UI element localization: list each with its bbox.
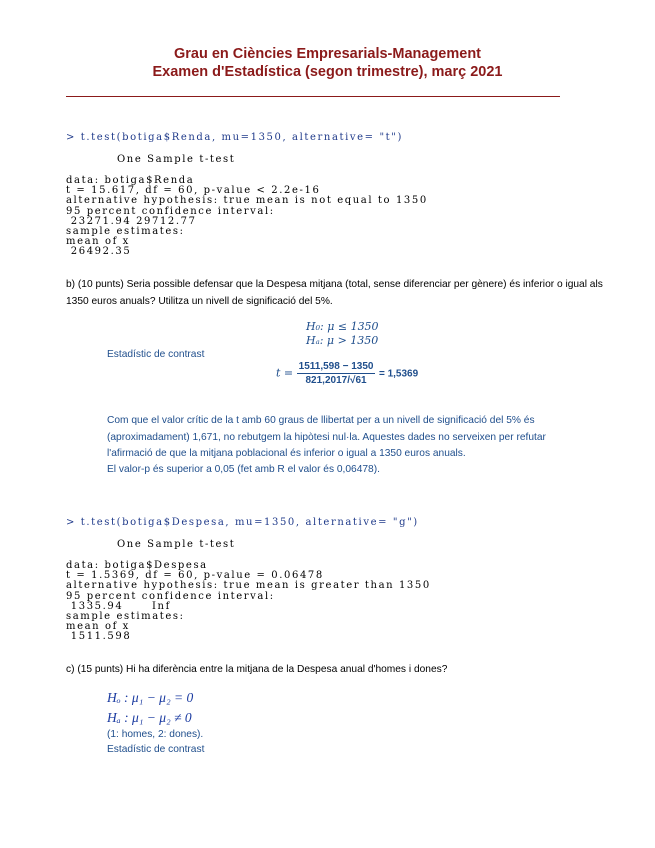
- null-hypothesis-c: Hₒ : μ₁ − μ₂ = 0: [107, 690, 194, 705]
- r-output-title: One Sample t-test: [117, 539, 236, 550]
- answer-b-line: (aproximadament) 1,671, no rebutgem la hipòtesi nul·la. Aquestes dades no serveixen per refutar: [107, 432, 546, 443]
- r-command-despesa: > t.test(botiga$Despesa, mu=1350, alternative= "g"): [66, 517, 419, 528]
- question-b-text: b) (10 punts) Seria possible defensar que la Despesa mitjana (total, sense diferenciar per gènere) és inferior o igual als 1350 euros anuals? Utilitza un nivell de significació del 5%.: [66, 279, 603, 307]
- r-command-renda: > t.test(botiga$Renda, mu=1350, alternative= "t"): [66, 132, 403, 143]
- r-output-line: mean of x: [66, 236, 130, 248]
- r-output-line: alternative hypothesis: true mean is not equal to 1350: [66, 195, 428, 207]
- formula-lhs: t =: [276, 366, 294, 380]
- r-output-line: t = 1.5369, df = 60, p-value = 0.06478: [66, 570, 324, 582]
- alt-hypothesis-b: Hₐ: μ > 1350: [306, 334, 379, 347]
- alt-hypothesis-c: Hₐ : μ₁ − μ₂ ≠ 0: [107, 710, 192, 725]
- null-hypothesis-b: H₀: μ ≤ 1350: [306, 320, 379, 333]
- formula-denominator: 821,2017/√61: [305, 375, 367, 386]
- r-output-line: 95 percent confidence interval:: [66, 590, 275, 602]
- r-output-line: 23271.94 29712.77: [66, 215, 197, 227]
- answer-b-line: l'afirmació de que la mitjana poblacional és inferior o igual a 1350 euros anuals.: [107, 448, 466, 459]
- r-output-line: 95 percent confidence interval:: [66, 205, 275, 217]
- formula-result: = 1,5369: [378, 368, 419, 380]
- formula-numerator: 1511,598 − 1350: [298, 361, 374, 372]
- r-output-line: 1335.94 Inf: [66, 600, 171, 612]
- r-output-title: One Sample t-test: [117, 154, 236, 165]
- r-output-line: 26492.35: [66, 246, 132, 258]
- r-output-line: alternative hypothesis: true mean is greater than 1350: [66, 580, 431, 592]
- answer-b-line: El valor-p és superior a 0,05 (fet amb R el valor és 0,06478).: [107, 464, 380, 475]
- r-output-line: sample estimates:: [66, 611, 185, 623]
- group-note-c: (1: homes, 2: dones).: [107, 729, 204, 740]
- answer-b-line: Com que el valor crític de la t amb 60 graus de llibertat per a un nivell de significació del 5% és: [107, 415, 535, 426]
- r-output-line: mean of x: [66, 621, 130, 633]
- test-statistic-label-c: Estadístic de contrast: [107, 744, 205, 755]
- r-output-line: 1511.598: [66, 631, 132, 643]
- r-output-line: sample estimates:: [66, 226, 185, 238]
- r-output-line: t = 15.617, df = 60, p-value < 2.2e-16: [66, 185, 321, 197]
- exam-title: Examen d'Estadística (segon trimestre), març 2021: [152, 64, 503, 80]
- r-output-despesa: [66, 561, 431, 643]
- test-statistic-label-b: Estadístic de contrast: [107, 349, 205, 360]
- r-output-line: data: botiga$Despesa: [66, 560, 208, 571]
- formula-fraction: [297, 361, 376, 386]
- test-statistic-formula-b: [276, 361, 418, 386]
- header-divider: [66, 96, 560, 97]
- course-title: Grau en Ciències Empresarials-Management: [173, 46, 482, 62]
- r-output-line: data: botiga$Renda: [66, 175, 195, 186]
- question-c-text: c) (15 punts) Hi ha diferència entre la mitjana de la Despesa anual d'homes i dones?: [66, 664, 448, 675]
- r-output-renda: [66, 176, 428, 258]
